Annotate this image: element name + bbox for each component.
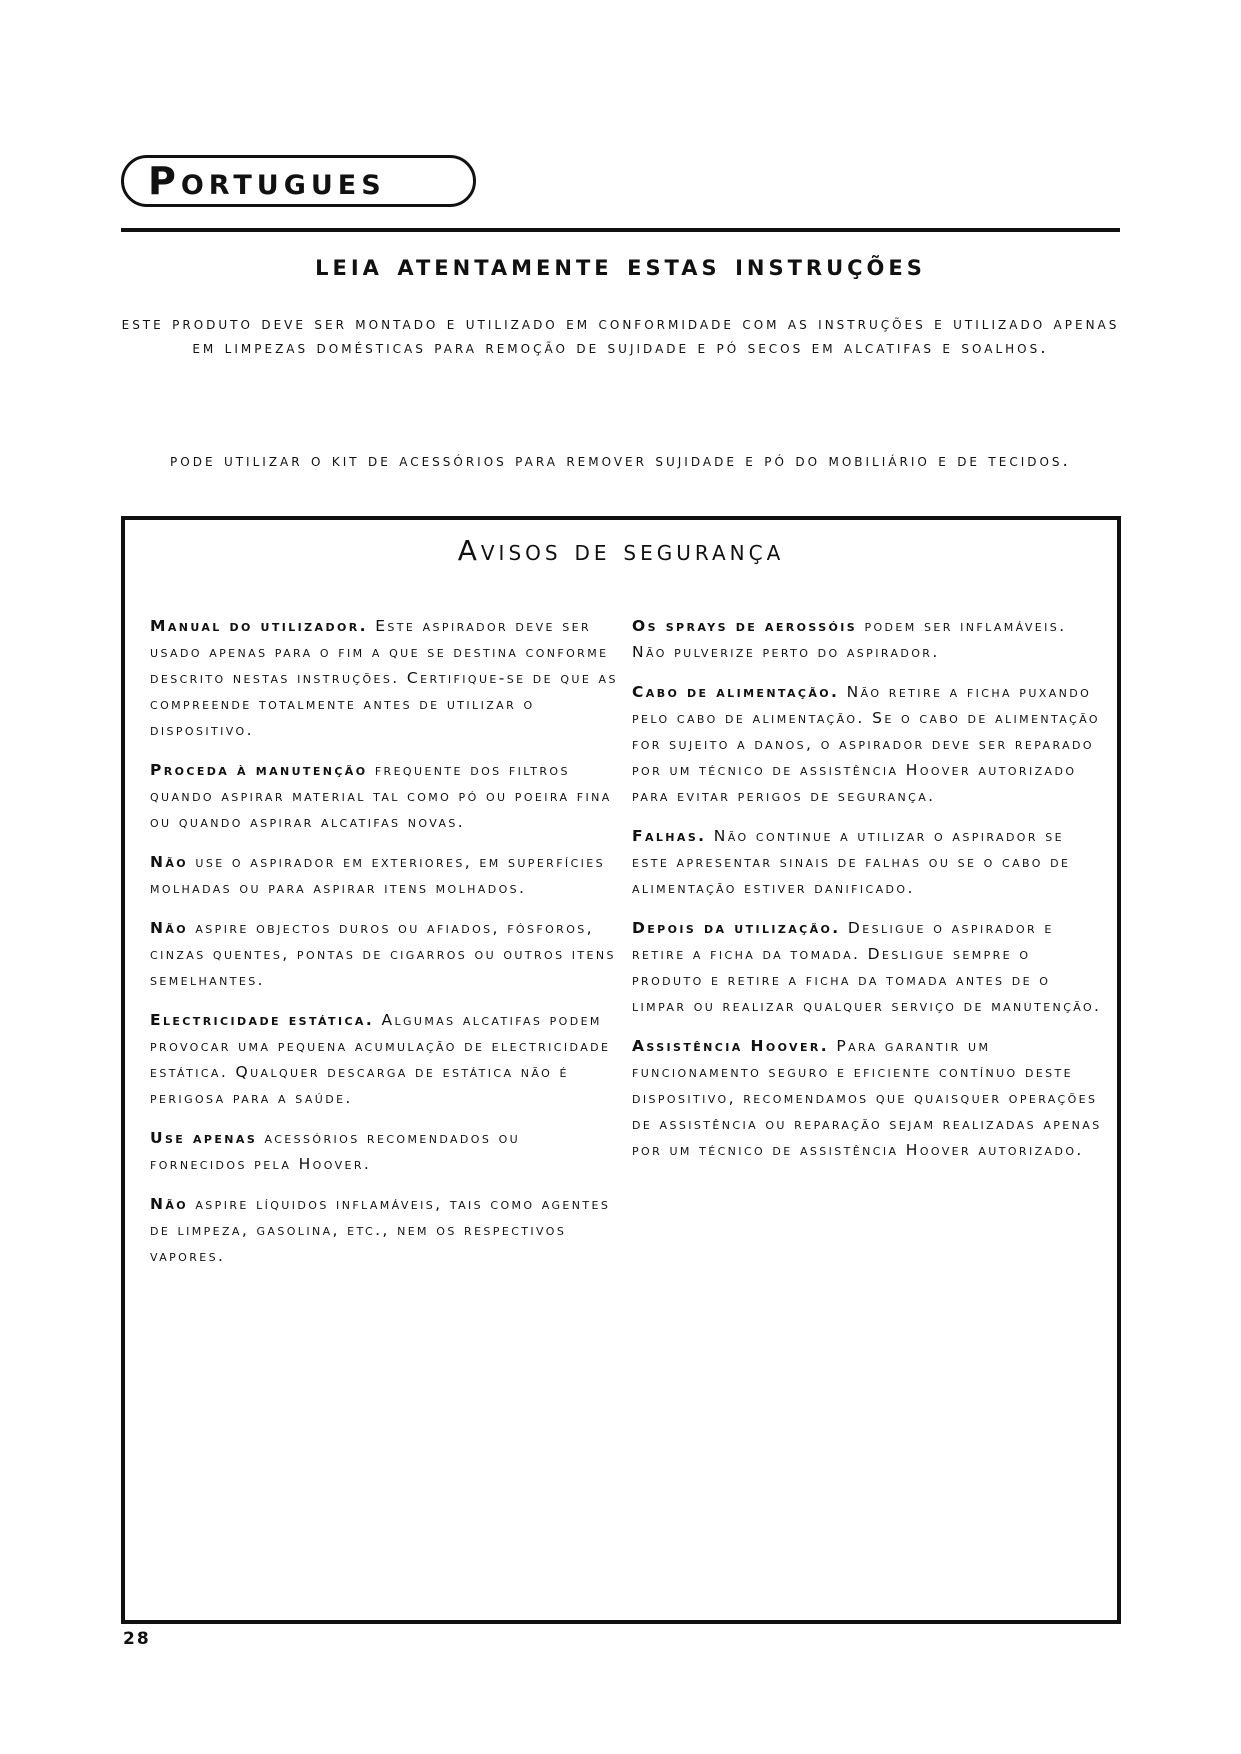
main-heading: leia atentamente estas instruções (315, 248, 926, 283)
safety-item (150, 757, 620, 835)
safety-item-text: aspire objectos duros ou afiados, fósforos, cinzas quentes, pontas de cigarros ou outros itens semelhantes. (150, 919, 616, 989)
safety-item-text: acessórios recomendados ou fornecidos pela Hoover. (150, 1129, 521, 1173)
safety-item (150, 613, 620, 743)
safety-item-text: Para garantir um funcionamento seguro e eficiente contínuo deste dispositivo, recomendamos que quaisquer operações de assistência ou reparação sejam realizadas apenas por um técnico de assistência Hoover autorizado. (632, 1037, 1102, 1159)
safety-item (632, 1033, 1107, 1163)
safety-item-text: aspire líquidos inflamáveis, tais como agentes de limpeza, gasolina, etc., nem os respectivos vapores. (150, 1195, 611, 1265)
safety-item-lead: Os sprays de aerossóis (632, 617, 858, 635)
intro-paragraph: pode utilizar o kit de acessórios para remover sujidade e pó do mobiliário e de tecidos. (170, 451, 1071, 471)
safety-title: Avisos de segurança (457, 534, 785, 567)
safety-item-lead: Depois da utilização. (632, 919, 841, 937)
safety-item-lead: Não (150, 853, 189, 871)
safety-item (632, 915, 1107, 1019)
safety-item-lead: Falhas. (632, 827, 707, 845)
safety-item-text: frequente dos filtros quando aspirar material tal como pó ou poeira fina ou quando aspirar alcatifas novas. (150, 761, 612, 831)
safety-item-lead: Cabo de alimentação. (632, 683, 840, 701)
safety-item-text: Não continue a utilizar o aspirador se este apresentar sinais de falhas ou se o cabo de alimentação estiver danificado. (632, 827, 1071, 897)
safety-item-text: use o aspirador em exteriores, em superfícies molhadas ou para aspirar itens molhados. (150, 853, 606, 897)
safety-item-text: podem ser inflamáveis. Não pulverize perto do aspirador. (632, 617, 1067, 661)
safety-item (150, 1125, 620, 1177)
safety-item (150, 1191, 620, 1269)
safety-item-text: Não retire a ficha puxando pelo cabo de alimentação. Se o cabo de alimentação for sujeito a danos, o aspirador deve ser reparado por um técnico de assistência Hoover autorizado para evitar perigos de segurança. (632, 683, 1100, 805)
language-tab: Portugues (121, 155, 476, 207)
header-rule (121, 228, 1120, 232)
safety-item (632, 613, 1107, 665)
safety-item-lead: Proceda à manutenção (150, 761, 368, 779)
safety-item-lead: Não (150, 919, 189, 937)
safety-item-lead: Assistência Hoover. (632, 1037, 830, 1055)
page-number: 28 (123, 1629, 151, 1649)
safety-item-lead: Electricidade estática. (150, 1011, 375, 1029)
safety-item-lead: Não (150, 1195, 189, 1213)
safety-item (632, 823, 1107, 901)
safety-right-column (632, 613, 1107, 1177)
safety-item (150, 1007, 620, 1111)
safety-item-text: Este aspirador deve ser usado apenas para o fim a que se destina conforme descrito nestas instruções. Certifique-se de que as compreende totalmente antes de utilizar o dispositivo. (150, 617, 618, 739)
safety-item (150, 849, 620, 901)
intro-paragraph: este produto deve ser montado e utilizado em conformidade com as instruções e utilizado apenas em limpezas domésticas para remoção de sujidade e pó secos em alcatifas e soalhos. (121, 314, 1120, 358)
safety-left-column (150, 613, 620, 1283)
safety-box (121, 516, 1121, 1624)
safety-item (150, 915, 620, 993)
safety-item-lead: Use apenas (150, 1129, 258, 1147)
safety-item (632, 679, 1107, 809)
safety-item-text: Algumas alcatifas podem provocar uma pequena acumulação de electricidade estática. Qualquer descarga de estática não é perigosa para a saúde. (150, 1011, 611, 1107)
safety-item-text: Desligue o aspirador e retire a ficha da tomada. Desligue sempre o produto e retire a ficha da tomada antes de o limpar ou realizar qualquer serviço de manutenção. (632, 919, 1102, 1015)
safety-item-lead: Manual do utilizador. (150, 617, 368, 635)
